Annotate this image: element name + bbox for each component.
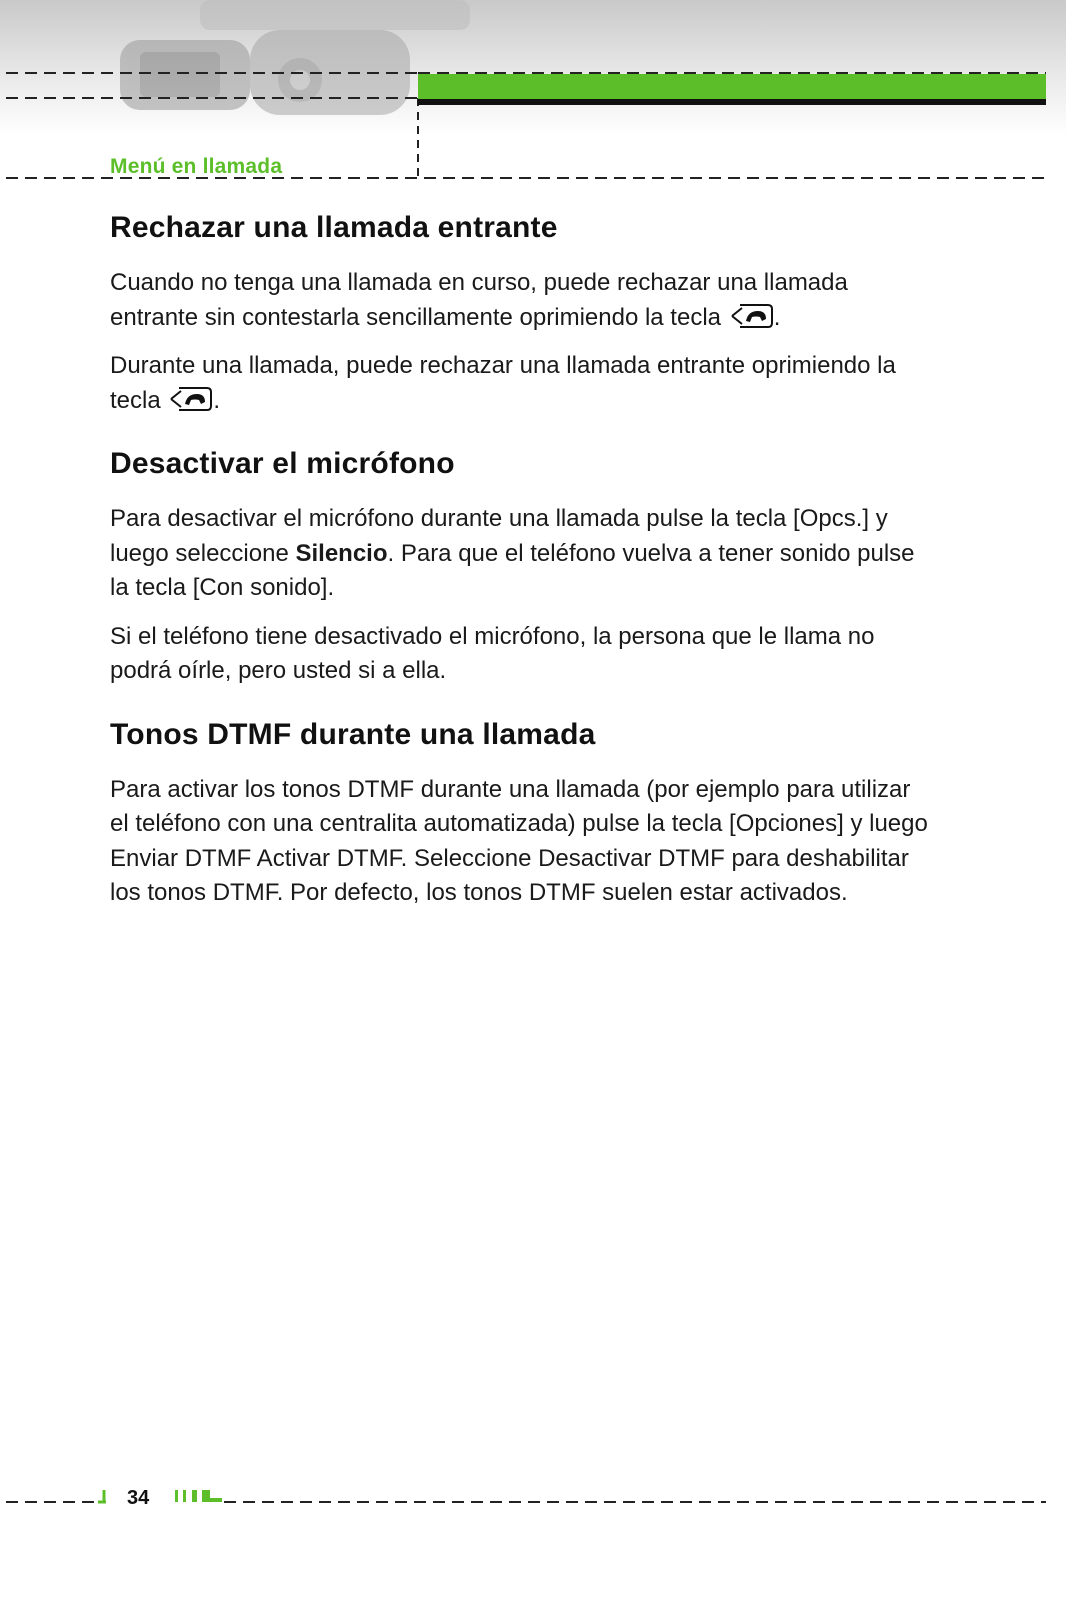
paragraph-end: . (773, 303, 781, 331)
paragraph (110, 502, 930, 606)
paragraph-text: . Para que el teléfono vuelva a tener sonido pulse la tecla [Con sonido]. (110, 539, 915, 601)
footer-rule (0, 1490, 1066, 1530)
paragraph-text: Cuando no tenga una llamada en curso, puede rechazar una llamada entrante sin contestarla sencillamente oprimiendo la tecla (110, 269, 848, 331)
black-underline-bar (418, 99, 1046, 105)
paragraph: Si el teléfono tiene desactivado el micrófono, la persona que le llama no podrá oírle, pero usted si a ella. (110, 622, 875, 684)
paragraph (110, 266, 930, 335)
page-bars-icon (175, 1490, 222, 1502)
section-title: Tonos DTMF durante una llamada (110, 717, 596, 751)
section-label: Menú en llamada (110, 155, 283, 178)
paragraph (110, 349, 930, 418)
paragraph-text: Para desactivar el micrófono durante una llamada pulse la tecla [Opcs.] y luego seleccione (110, 505, 888, 567)
bold-term: Silencio (295, 539, 388, 567)
end-call-key-icon (167, 384, 213, 414)
green-accent-bar (418, 74, 1046, 99)
section-dtmf-tones (110, 715, 930, 911)
page-content (110, 208, 930, 925)
section-title: Rechazar una llamada entrante (110, 211, 558, 244)
paragraph-end: . (213, 386, 221, 414)
page-number: 34 (127, 1487, 150, 1509)
section-reject-call (110, 208, 930, 418)
section-title: Desactivar el micrófono (110, 447, 455, 480)
end-call-key-icon (728, 301, 774, 331)
paragraph: Para activar los tonos DTMF durante una llamada (por ejemplo para utilizar el teléfono con una centralita automatizada) pulse la tecla [Opciones] y luego Enviar DTMF Activar DTMF. Seleccione Desactivar DTMF para deshabilitar los tonos DTMF. Por defecto, los tonos DTMF suelen estar activados. (110, 775, 928, 906)
paragraph-text: Durante una llamada, puede rechazar una llamada entrante oprimiendo la tecla (110, 352, 896, 414)
section-mute-microphone (110, 444, 930, 689)
